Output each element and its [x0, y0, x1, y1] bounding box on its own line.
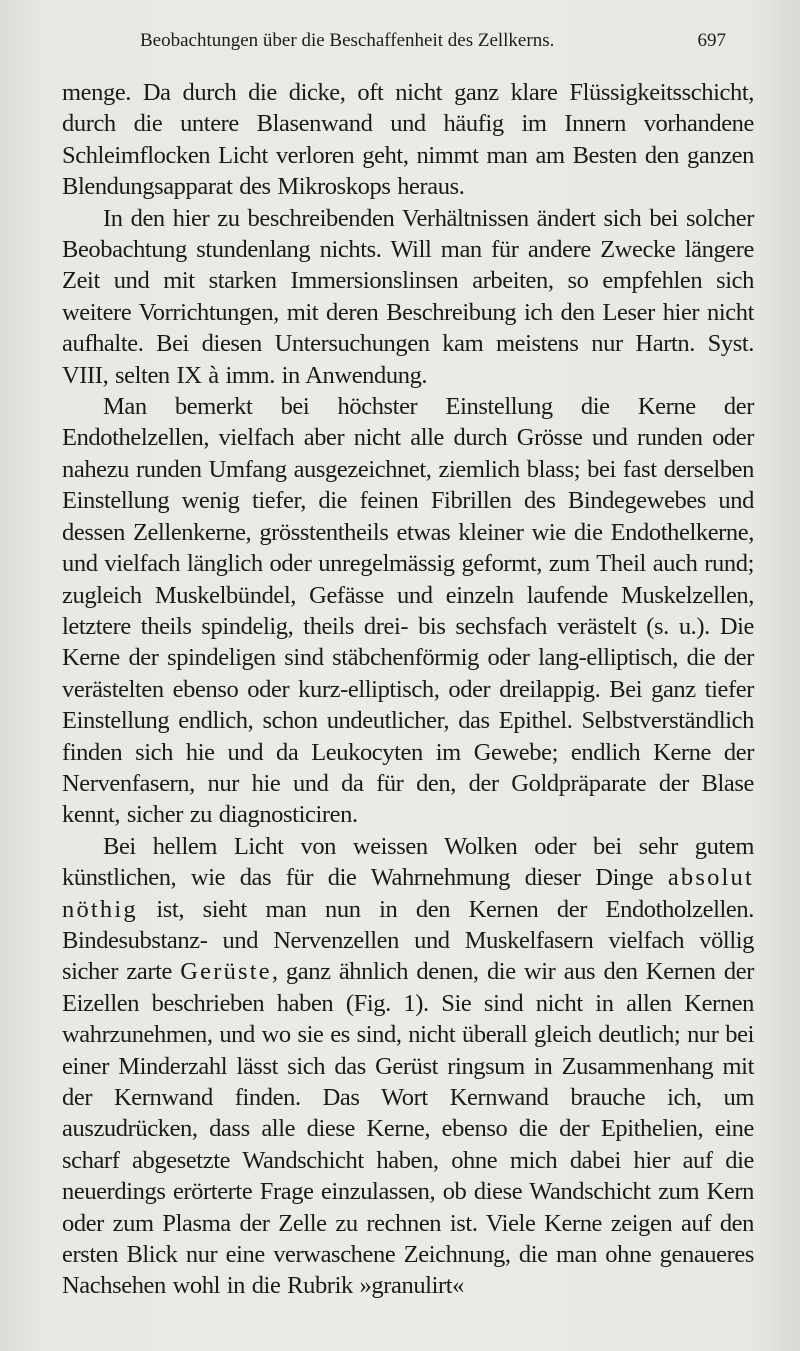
paragraph-4-part-c: , ganz ähnlich denen, die wir aus den Kernen der Eizellen beschrieben haben (Fig. 1). Sie sind nicht in allen Kernen wahrzunehmen, und wo sie es sind, nicht überall gleich deutlich; nur bei einer Minderzahl lässt sich das Gerüst ringsum in Zusammenhang mit der Kernwand finden. Das Wort Kernwand brauche ich, um auszudrücken, dass alle diese Kerne, ebenso die der Epithelien, eine scharf abgesetzte Wandschicht haben, ohne mich dabei hier auf die neuerdings erörterte Frage einzulassen, ob diese Wandschicht zum Kern oder zum Plasma der Zelle zu rechnen ist. Viele Kerne zeigen auf den ersten Blick nur eine verwaschene Zeichnung, die man ohne genaueres Nachsehen wohl in die Rubrik »granulirt«	[62, 958, 755, 1300]
paragraph-4	[62, 831, 754, 1302]
paragraph-4-part-b: ist, sieht man nun in den Kernen der Endotholzellen. Bindesubstanz- und Nervenzellen und Muskelfasern vielfach völlig sicher zarte	[62, 895, 754, 986]
body-text	[62, 77, 754, 1302]
emphasis-absolut-noethig: absolut nöthig	[62, 864, 754, 923]
paragraph-1: menge. Da durch die dicke, oft nicht ganz klare Flüssigkeitsschicht, durch die untere Blasenwand und häufig im Innern vorhandene Schleimflocken Licht verloren geht, nimmt man am Besten den ganzen Blendungsapparat des Mikroskops heraus.	[62, 79, 754, 201]
paragraph-4-part-a: Bei hellem Licht von weissen Wolken oder bei sehr gutem künstlichen, wie das für die Wahrnehmung dieser Dinge	[62, 832, 754, 892]
emphasis-gerueste: Gerüste	[180, 958, 272, 986]
running-title: Beobachtungen über die Beschaffenheit des Zellkerns.	[140, 30, 555, 51]
running-head	[140, 30, 726, 60]
paragraph-3: Man bemerkt bei höchster Einstellung die Kerne der Endothelzellen, vielfach aber nicht alle durch Grösse und runden oder nahezu runden Umfang ausgezeichnet, ziemlich blass; bei fast derselben Einstellung wenig tiefer, die feinen Fibrillen des Bindegewebes und dessen Zellenkerne, grösstentheils etwas kleiner wie die Endothelkerne, und vielfach länglich oder unregelmässig geformt, zum Theil auch rund; zugleich Muskelbündel, Gefässe und einzeln laufende Muskelzellen, letztere theils spindelig, theils drei- bis sechsfach verästelt (s. u.). Die Kerne der spindeligen sind stäbchenförmig oder lang-elliptisch, die der verästelten ebenso oder kurz-elliptisch, oder dreilappig. Bei ganz tiefer Einstellung endlich, schon undeutlicher, das Epithel. Selbstverständlich finden sich hie und da Leukocyten im Gewebe; endlich Kerne der Nervenfasern, nur hie und da für den, der Goldpräparate der Blase kennt, sicher zu diagnosticiren.	[62, 393, 754, 829]
page-number: 697	[697, 30, 726, 51]
paragraph-2: In den hier zu beschreibenden Verhältnissen ändert sich bei solcher Beobachtung stundenlang nichts. Will man für andere Zwecke längere Zeit und mit starken Immersionslinsen arbeiten, so empfehlen sich weitere Vorrichtungen, mit deren Beschreibung ich den Leser hier nicht aufhalte. Bei diesen Untersuchungen kam meistens nur Hartn. Syst. VIII, selten IX à imm. in Anwendung.	[62, 204, 754, 389]
